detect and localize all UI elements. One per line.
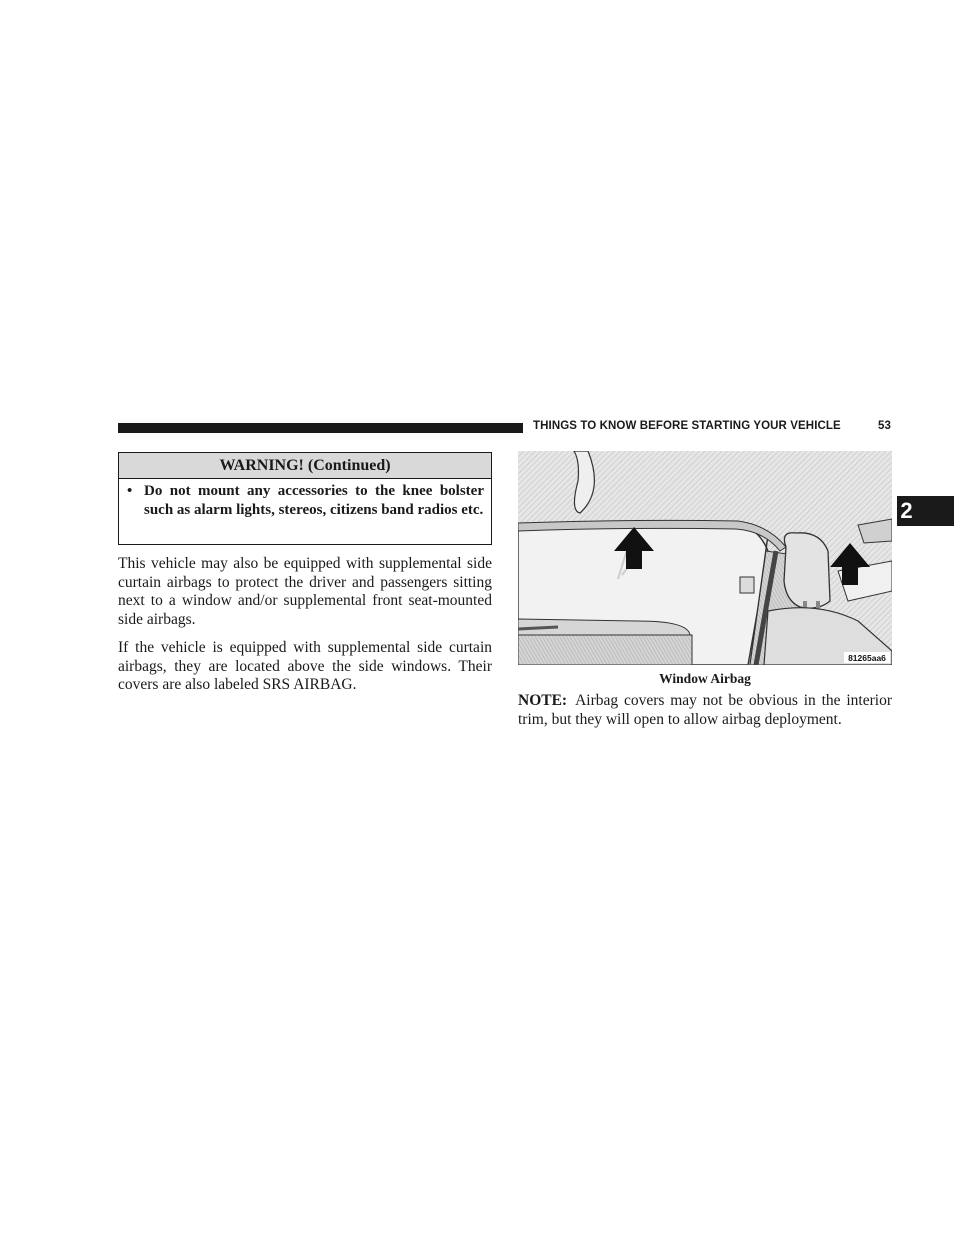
warning-item: [119, 479, 491, 520]
body-paragraph: This vehicle may also be equipped with supplemental side curtain airbags to protect the driver and passengers sitting next to a window and/or supplemental front seat-mounted side airbags.: [118, 555, 492, 628]
body-paragraph: If the vehicle is equipped with supplemental side curtain airbags, they are located above the side windows. Their covers are also labeled SRS AIRBAG.: [118, 639, 492, 693]
chapter-number: 2: [900, 498, 913, 523]
warning-title: WARNING! (Continued): [119, 453, 491, 479]
chapter-tab: [897, 496, 954, 526]
header-title: THINGS TO KNOW BEFORE STARTING YOUR VEHICLE: [533, 420, 841, 432]
page-number: 53: [878, 420, 891, 432]
header-rule: [118, 423, 523, 433]
figure-id-label: 81265aa6: [848, 653, 886, 663]
warning-box: [118, 452, 492, 545]
window-airbag-illustration: [518, 451, 892, 665]
running-header: [533, 420, 891, 432]
figure-caption: Window Airbag: [659, 671, 751, 686]
bullet-icon: •: [127, 483, 133, 499]
warning-item-text: Do not mount any accessories to the knee bolster such as alarm lights, stereos, citizens band radios etc.: [144, 483, 484, 518]
note-text: Airbag covers may not be obvious in the interior trim, but they will open to allow airbag deployment.: [518, 692, 892, 728]
note-label: NOTE:: [518, 692, 568, 709]
note: [518, 691, 892, 729]
